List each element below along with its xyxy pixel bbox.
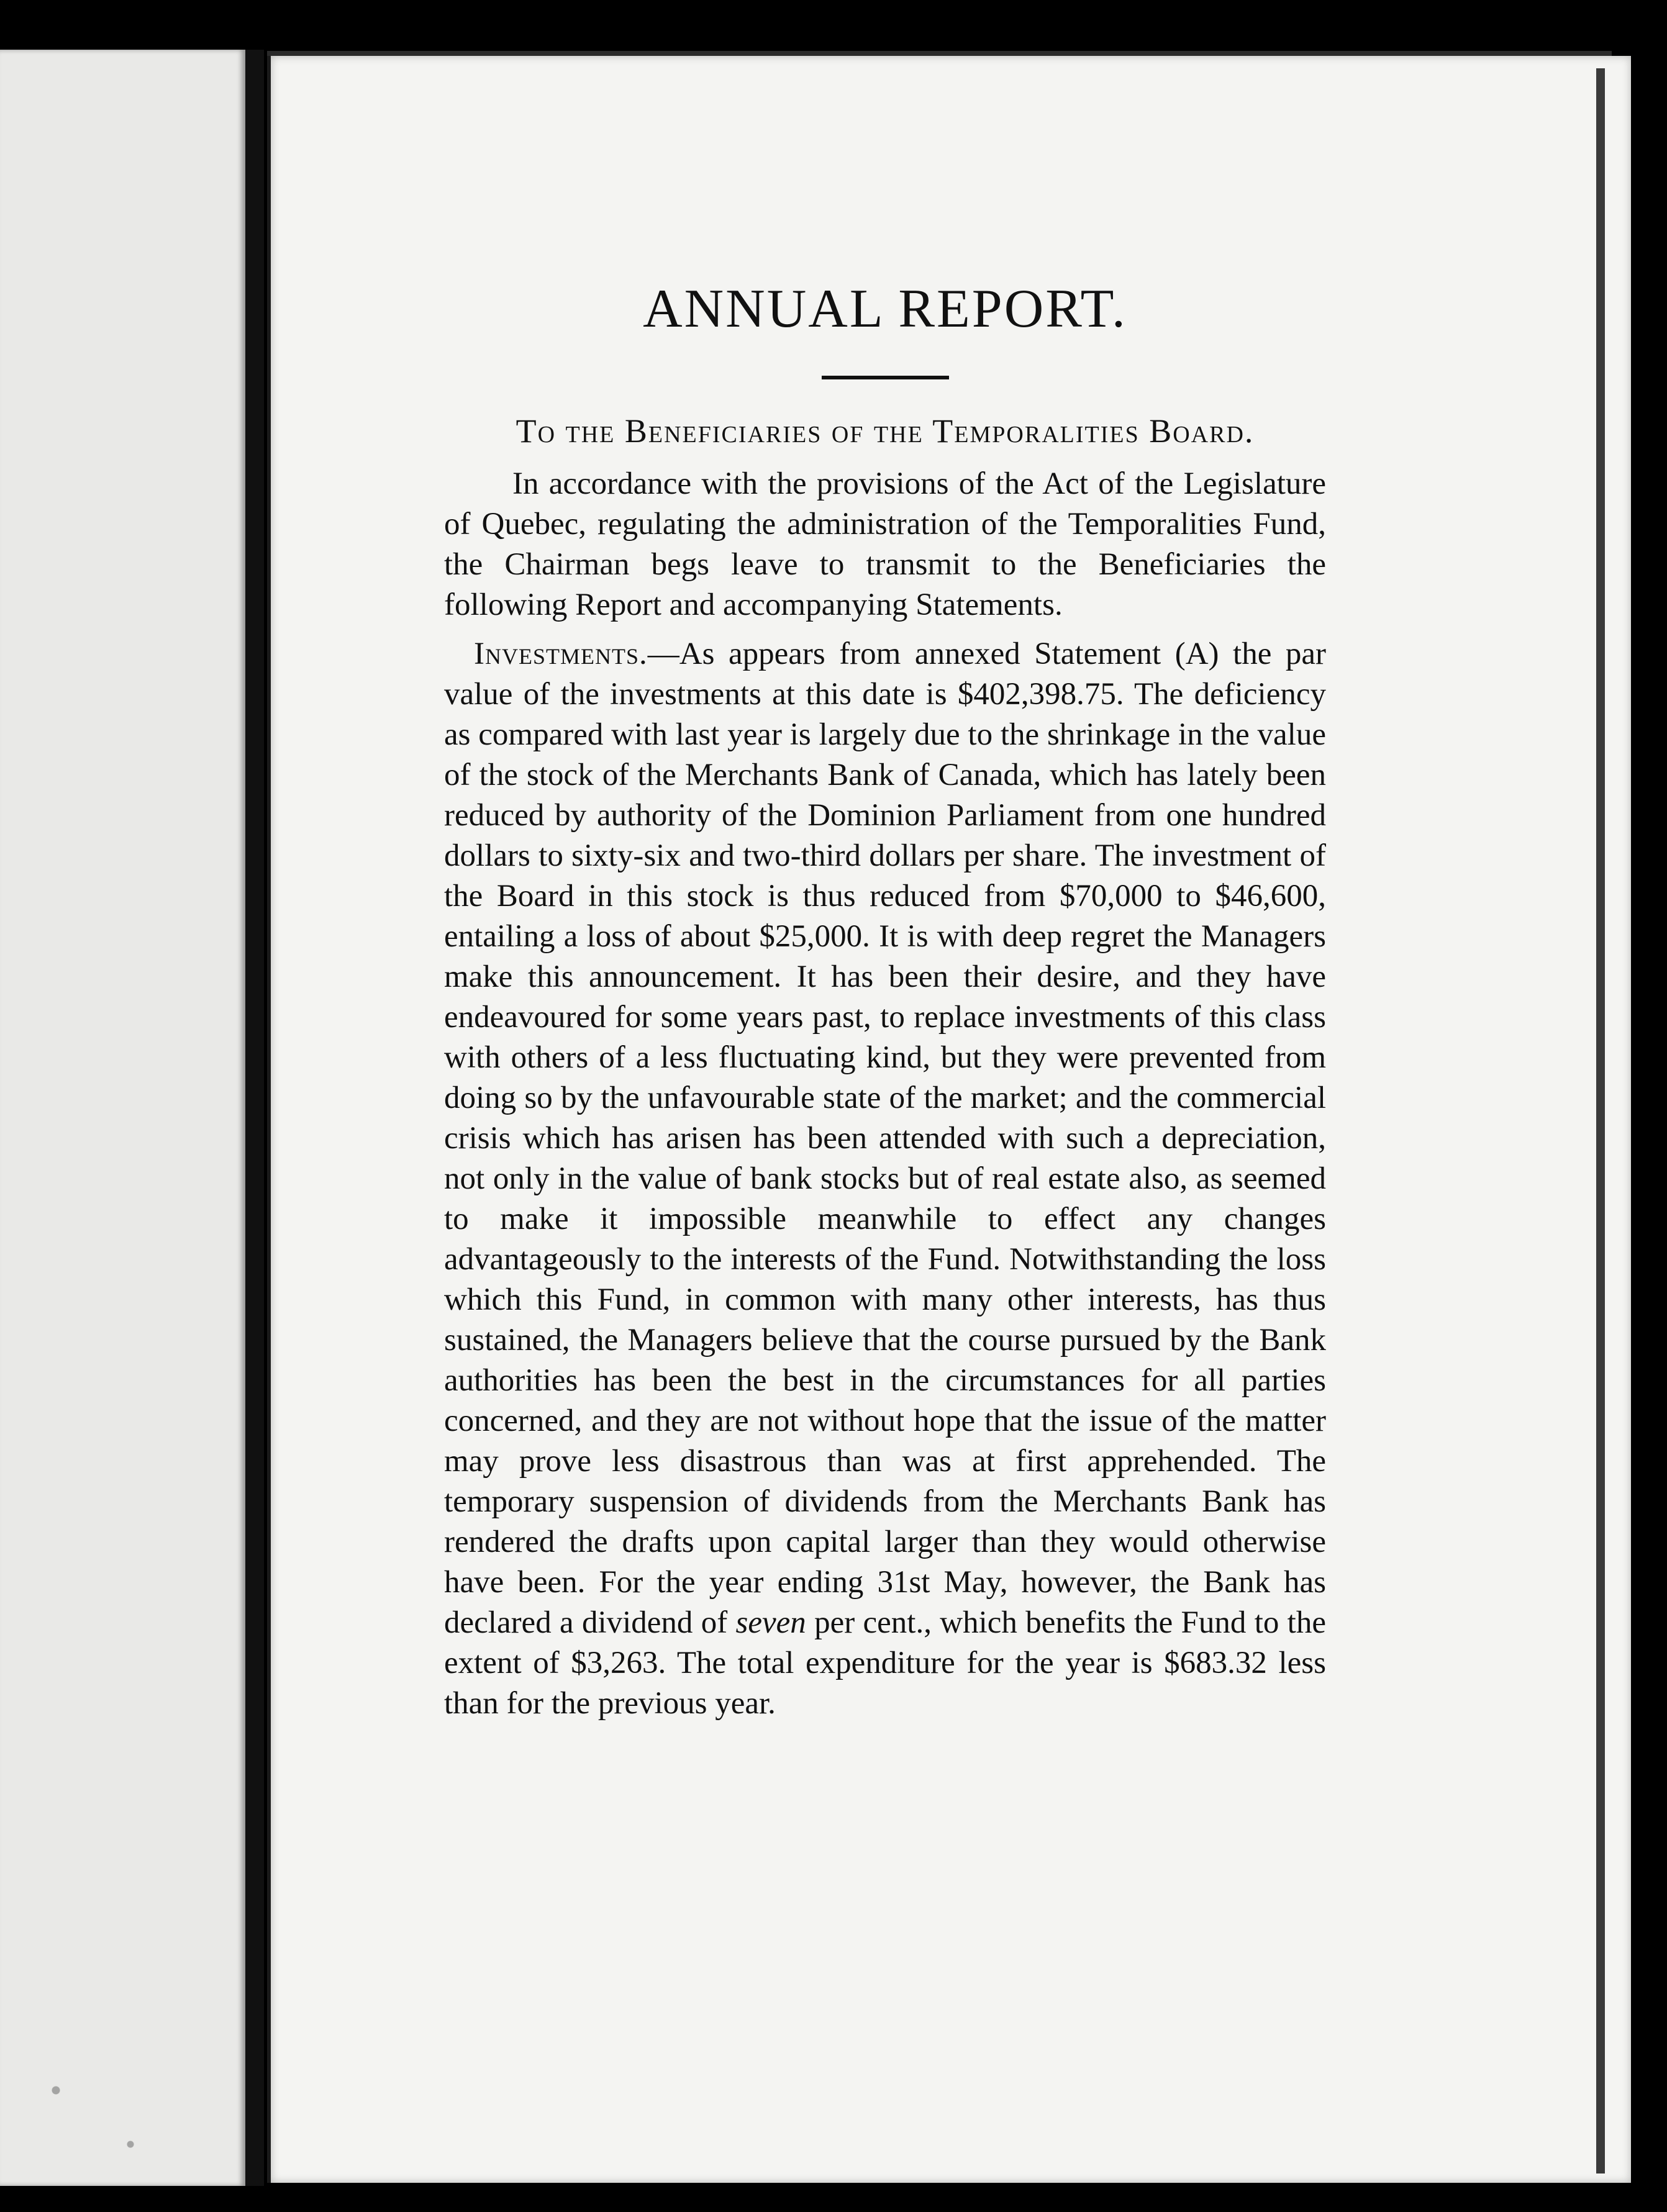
scan-specks <box>0 2018 186 2198</box>
intro-paragraph: In accordance with the provisions of the Act of the Legislature of Quebec, regulating the administration of the Temporalities Fund, the Chairman begs leave to transmit to the Beneficiaries the following Report and accompanying Statements. <box>444 466 1326 622</box>
investments-italic-word: seven <box>735 1605 806 1640</box>
salutation: To the Beneficiaries of the Temporalities Board. <box>516 412 1255 450</box>
previous-page-edge <box>0 50 245 2186</box>
investments-body: —As appears from annexed Statement (A) the par value of the investments at this date is $402,398.75. The deficiency as compared with last year is largely due to the shrinkage in the value of the stock of the Merchants Bank of Canada, which has lately been reduced by authority of the Dominion Parliament from one hundred dollars to sixty-six and two-third dollars per share. The investment of the Board in this stock is thus reduced from $70,000 to $46,600, entailing a loss of about $25,000. It is with deep regret the Managers make this announcement. It has been their desire, and they have endeavoured for some years past, to replace investments of this class with others of a less fluctuating kind, but they were prevented from doing so by the unfavourable state of the market; and the commercial crisis which has arisen has been attended with such a depreciation, not only in the value of bank stocks but of real estate also, as seemed to make it impossible meanwhile to effect any changes advantageously to the interests of the Fund. Notwithstanding the loss which this Fund, in common with many other interests, has thus sustained, the Managers believe that the course pursued by the Bank authorities has been the best in the circumstances for all parties concerned, and they are not without hope that the issue of the matter may prove less disastrous than was at first apprehended. The temporary suspension of dividends from the Merchants Bank has rendered the drafts upon capital larger than they would otherwise have been. For the year ending 31st May, however, the Bank has declared a dividend of <box>444 636 1326 1640</box>
report-content <box>444 279 1326 1724</box>
binding-gutter <box>245 50 264 2186</box>
page-title: ANNUAL REPORT. <box>643 279 1127 339</box>
investments-tail: per cent., which benefits the Fund to the extent of $3,263. The total expenditure for the year is $683.32 less than for the previous year. <box>444 1605 1326 1721</box>
investments-paragraph <box>444 634 1326 1724</box>
title-rule <box>822 376 949 379</box>
investments-heading: Investments. <box>474 636 648 671</box>
page-right-border <box>1596 68 1605 2173</box>
